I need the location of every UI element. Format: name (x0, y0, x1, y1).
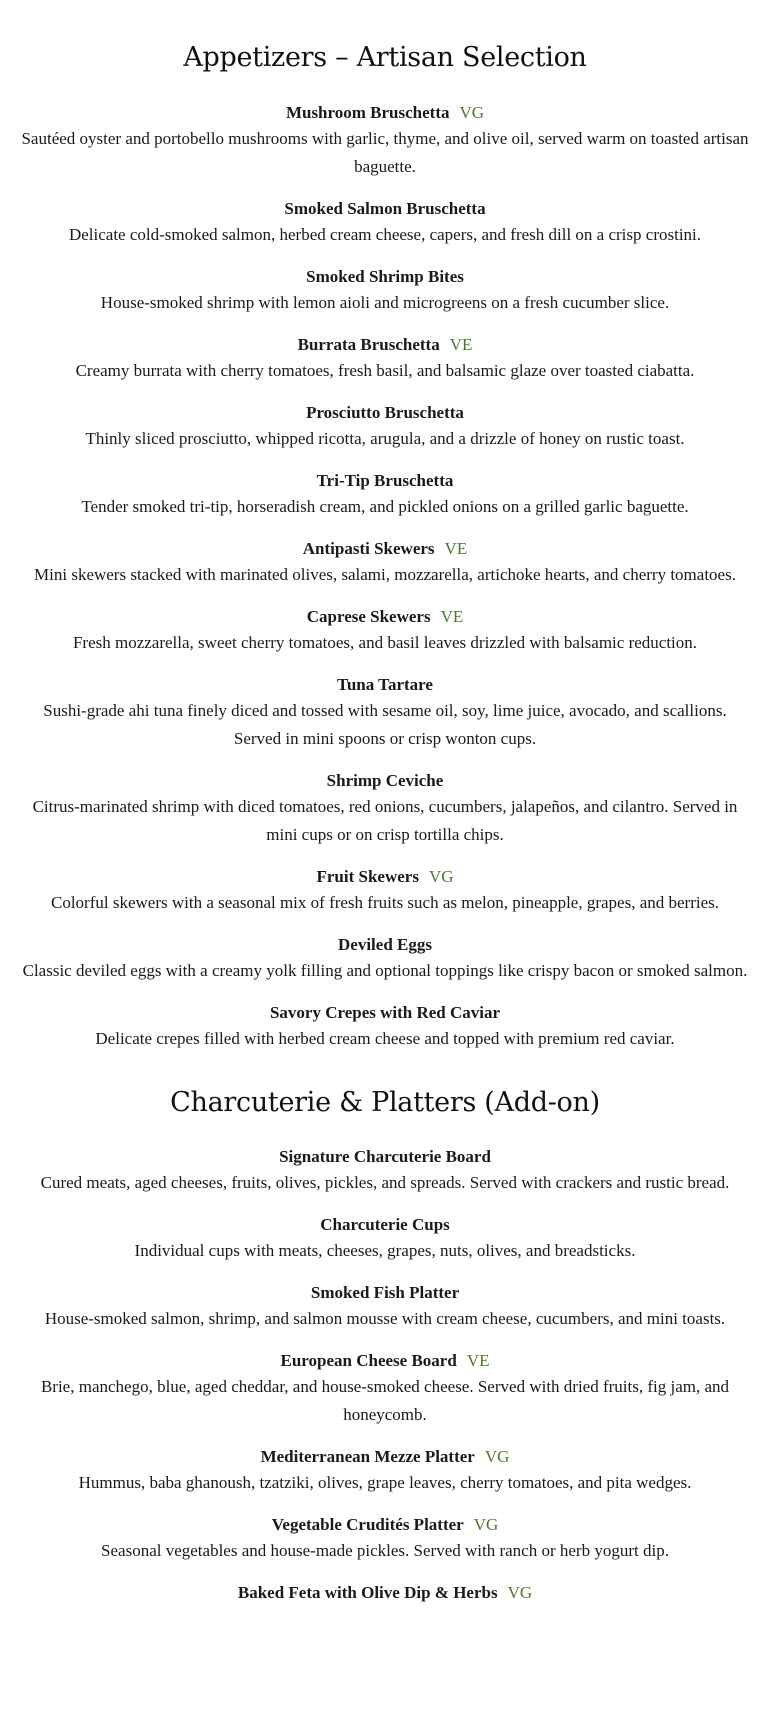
menu-item-name: Tuna Tartare (337, 675, 433, 694)
menu-item-description: Colorful skewers with a seasonal mix of fresh fruits such as melon, pineapple, grapes, and berries. (50, 893, 719, 912)
menu-item-title-row (14, 1280, 756, 1305)
menu-item-description: Delicate crepes filled with herbed cream cheese and topped with premium red caviar. (95, 1029, 675, 1048)
menu-item-name: Caprese Skewers (306, 607, 431, 626)
menu-item-name: Burrata Bruschetta (297, 335, 440, 354)
menu-item-title-row (14, 604, 756, 629)
menu-item (14, 1580, 756, 1605)
dietary-tag: VG (459, 103, 485, 122)
menu-item-name: Smoked Fish Platter (310, 1283, 460, 1302)
menu-item-name: Baked Feta with Olive Dip & Herbs (237, 1583, 498, 1602)
menu-item-description: Sautéed oyster and portobello mushrooms with garlic, thyme, and olive oil, served warm on toasted artisan baguette. (21, 129, 749, 176)
menu-item-name: Charcuterie Cups (320, 1215, 450, 1234)
menu-item-title-row (14, 1144, 756, 1169)
menu-item-name: Signature Charcuterie Board (279, 1147, 491, 1166)
menu-item-description: Mini skewers stacked with marinated olives, salami, mozzarella, artichoke hearts, and cherry tomatoes. (34, 565, 736, 584)
menu-item-description: Fresh mozzarella, sweet cherry tomatoes, and basil leaves drizzled with balsamic reduction. (72, 633, 698, 652)
dietary-tag: VE (440, 607, 464, 626)
menu-item (14, 400, 756, 453)
menu-item (14, 1000, 756, 1053)
menu-item (14, 672, 756, 753)
menu-item-name: Mushroom Bruschetta (285, 103, 450, 122)
dietary-tag: VE (444, 539, 468, 558)
menu-item-name: Antipasti Skewers (302, 539, 435, 558)
menu-item-name: Shrimp Ceviche (326, 771, 444, 790)
dietary-tag: VE (449, 335, 473, 354)
menu-item-title-row (14, 1512, 756, 1537)
menu-item-name: Deviled Eggs (338, 935, 432, 954)
menu-item (14, 332, 756, 385)
menu-item-title-row (14, 1580, 756, 1605)
menu-item-title-row (14, 400, 756, 425)
menu-item (14, 1512, 756, 1565)
menu-item-title-row (14, 100, 756, 125)
menu-item-description: House-smoked shrimp with lemon aioli and microgreens on a fresh cucumber slice. (100, 293, 670, 312)
section-title-charcuterie: Charcuterie & Platters (Add-on) (170, 1087, 600, 1118)
menu-item (14, 1348, 756, 1429)
menu-item-description: Tender smoked tri-tip, horseradish cream, and pickled onions on a grilled garlic baguette. (81, 497, 689, 516)
menu-item-title-row (14, 1000, 756, 1025)
menu-item-title-row (14, 196, 756, 221)
menu-item-name: Fruit Skewers (316, 867, 419, 886)
menu-item-title-row (14, 768, 756, 793)
dietary-tag: VG (484, 1447, 510, 1466)
dietary-tag: VG (428, 867, 454, 886)
menu-item (14, 264, 756, 317)
menu-item-description: Classic deviled eggs with a creamy yolk filling and optional toppings like crispy bacon or smoked salmon. (22, 961, 748, 980)
dietary-tag: VG (507, 1583, 533, 1602)
menu-item (14, 100, 756, 181)
menu-item-name: Smoked Shrimp Bites (306, 267, 464, 286)
menu-item-name: Mediterranean Mezze Platter (260, 1447, 475, 1466)
menu-item-title-row (14, 672, 756, 697)
menu-item-title-row (14, 1444, 756, 1469)
menu-item (14, 604, 756, 657)
menu-item-name: Smoked Salmon Bruschetta (284, 199, 486, 218)
menu-item-description: Individual cups with meats, cheeses, grapes, nuts, olives, and breadsticks. (134, 1241, 636, 1260)
menu-item-title-row (14, 1348, 756, 1373)
menu-item (14, 196, 756, 249)
menu-item-description: Delicate cold-smoked salmon, herbed cream cheese, capers, and fresh dill on a crisp crostini. (68, 225, 702, 244)
menu-item-name: Tri-Tip Bruschetta (316, 471, 454, 490)
dietary-tag: VE (466, 1351, 490, 1370)
dietary-tag: VG (473, 1515, 499, 1534)
menu-item-description: House-smoked salmon, shrimp, and salmon mousse with cream cheese, cucumbers, and mini toasts. (44, 1309, 726, 1328)
menu-item-description: Citrus-marinated shrimp with diced tomatoes, red onions, cucumbers, jalapeños, and cilantro. Served in mini cups or on crisp tortilla chips. (32, 797, 738, 844)
menu-item-name: Prosciutto Bruschetta (306, 403, 464, 422)
menu-item-description: Seasonal vegetables and house-made pickles. Served with ranch or herb yogurt dip. (101, 1541, 669, 1560)
menu-item-title-row (14, 1212, 756, 1237)
menu-item (14, 1444, 756, 1497)
menu-item-description: Hummus, baba ghanoush, tzatziki, olives, grape leaves, cherry tomatoes, and pita wedges. (78, 1473, 692, 1492)
menu-item-description: Sushi-grade ahi tuna finely diced and tossed with sesame oil, soy, lime juice, avocado, and scallions. Served in mini spoons or crisp wonton cups. (43, 701, 727, 748)
menu-item (14, 768, 756, 849)
menu-item-description: Cured meats, aged cheeses, fruits, olives, pickles, and spreads. Served with crackers and rustic bread. (40, 1173, 730, 1192)
menu-item (14, 468, 756, 521)
menu-item (14, 864, 756, 917)
appetizers-list (14, 100, 756, 1053)
menu-item-title-row (14, 332, 756, 357)
charcuterie-list (14, 1144, 756, 1605)
menu-item-name: Savory Crepes with Red Caviar (269, 1003, 501, 1022)
menu-item-title-row (14, 264, 756, 289)
menu-item-name: Vegetable Crudités Platter (271, 1515, 464, 1534)
menu-item-description: Brie, manchego, blue, aged cheddar, and house-smoked cheese. Served with dried fruits, fig jam, and honeycomb. (40, 1377, 730, 1424)
menu-item-title-row (14, 932, 756, 957)
menu-item-name: European Cheese Board (280, 1351, 457, 1370)
menu-item (14, 1280, 756, 1333)
menu-item (14, 932, 756, 985)
menu-item-title-row (14, 468, 756, 493)
menu-item (14, 1212, 756, 1265)
menu-item-description: Thinly sliced prosciutto, whipped ricotta, arugula, and a drizzle of honey on rustic toast. (85, 429, 685, 448)
menu-item-description: Creamy burrata with cherry tomatoes, fresh basil, and balsamic glaze over toasted ciabatta. (75, 361, 695, 380)
menu-item (14, 536, 756, 589)
menu-item-title-row (14, 864, 756, 889)
section-title-appetizers: Appetizers – Artisan Selection (183, 42, 587, 73)
menu-item-title-row (14, 536, 756, 561)
menu-item (14, 1144, 756, 1197)
